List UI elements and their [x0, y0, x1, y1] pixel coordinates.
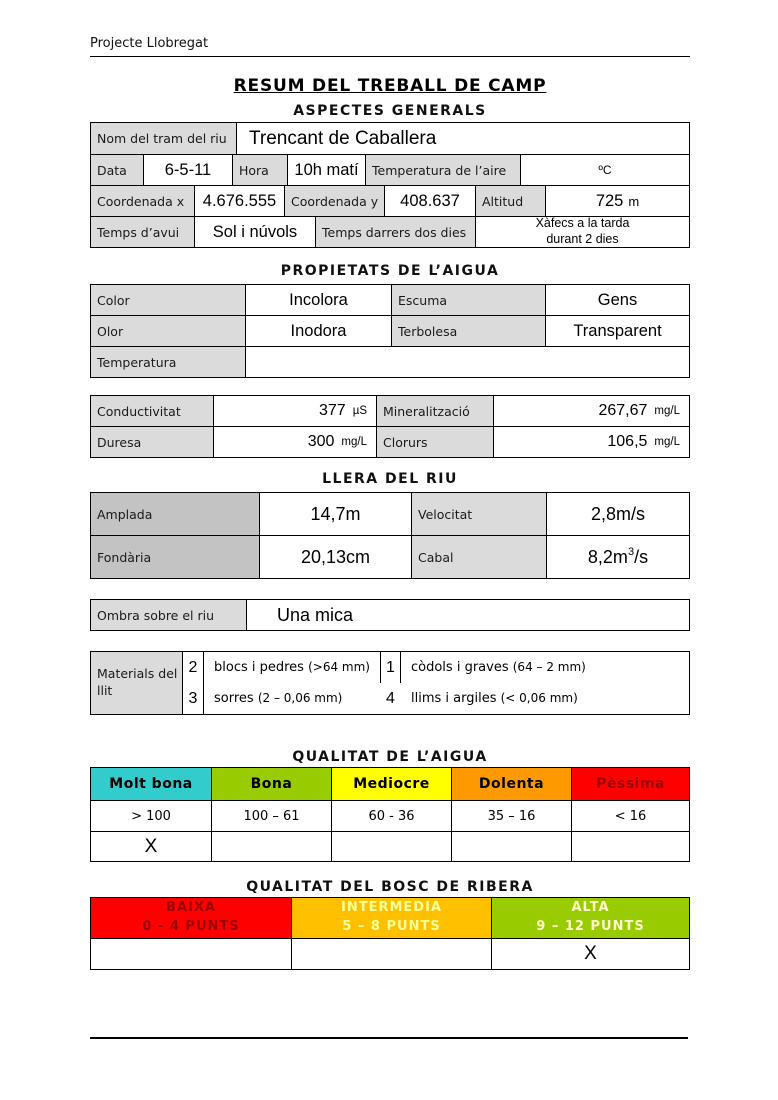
bosc-label-alta: ALTA: [571, 900, 610, 916]
conductivitat-unit: µS: [352, 405, 367, 417]
bosc-points-alta: 9 – 12 PUNTS: [536, 919, 645, 934]
qa-range-pessima: < 16: [571, 801, 689, 831]
qa-range-mediocre: 60 - 36: [331, 801, 451, 831]
material-size-codols: (64 – 2 mm): [512, 660, 586, 674]
table-aspectes-generals: [90, 122, 690, 248]
olor-label: Olor: [91, 316, 245, 346]
material-desc-llims: [401, 691, 689, 706]
temps-darrers-label: Temps darrers dos dies: [315, 217, 475, 247]
duresa-number: 300: [307, 433, 335, 450]
escuma-value: Gens: [545, 285, 689, 315]
nom-tram-label: Nom del tram del riu: [91, 123, 236, 154]
table-qualitat-aigua: [90, 767, 690, 862]
color-value: Incolora: [245, 285, 391, 315]
qa-mark-pessima: [571, 832, 689, 861]
coordenada-x-label: Coordenada x: [91, 186, 194, 216]
ombra-label: Ombra sobre el riu: [91, 600, 246, 630]
qa-header-pessima: Pèssima: [571, 768, 689, 800]
material-rank-sorres: 3: [183, 683, 204, 714]
table-ombra: [90, 599, 690, 631]
mineralitzacio-unit: mg/L: [654, 405, 680, 417]
project-name: Projecte Llobregat: [90, 36, 209, 51]
qa-mark-mediocre: [331, 832, 451, 861]
qa-header-mediocre: Mediocre: [331, 768, 451, 800]
qa-range-bona: 100 – 61: [211, 801, 331, 831]
hora-label: Hora: [232, 155, 287, 185]
fondaria-value: 20,13cm: [259, 536, 411, 578]
data-value: 6-5-11: [143, 155, 232, 185]
qa-range-molt-bona: > 100: [131, 808, 171, 824]
table-materials-llit: [90, 651, 690, 715]
table-row: [91, 123, 689, 154]
qa-mark-dolenta: [451, 832, 571, 861]
escuma-label: Escuma: [391, 285, 545, 315]
bosc-points-intermedia: 5 – 8 PUNTS: [342, 919, 441, 934]
qualitat-aigua-range-row: [91, 800, 689, 831]
material-size-llims: (< 0,06 mm): [500, 691, 578, 705]
conductivitat-label: Conductivitat: [91, 396, 213, 426]
section-heading-llera-del-riu: LLERA DEL RIU: [322, 471, 458, 487]
table-row: [91, 396, 689, 426]
conductivitat-number: 377: [319, 402, 346, 419]
bosc-mark-intermedia: [291, 939, 491, 969]
bosc-header-alta: [491, 898, 689, 938]
altitud-number: 725: [595, 191, 624, 210]
qa-mark-bona: [211, 832, 331, 861]
mineralitzacio-value: [493, 396, 689, 426]
table-analitica: [90, 395, 690, 458]
temperatura-aigua-label: Temperatura: [91, 347, 245, 377]
section-heading-propietats-aigua: PROPIETATS DE L’AIGUA: [280, 263, 500, 279]
material-desc-blocs: [204, 660, 380, 675]
hora-value: 10h matí: [287, 155, 365, 185]
temperatura-aire-unit: ºC: [598, 163, 612, 177]
bosc-header-baixa: [91, 898, 291, 938]
velocitat-value: 2,8m/s: [546, 493, 689, 535]
clorurs-unit: mg/L: [654, 436, 680, 448]
temps-avui-label: Temps d’avui: [91, 217, 194, 247]
table-bosc-ribera: [90, 897, 690, 970]
amplada-value: 14,7m: [259, 493, 411, 535]
cabal-value: 8,2m $^3$ /s: [546, 536, 689, 578]
table-row: [91, 185, 689, 216]
table-row: [91, 493, 689, 535]
bosc-mark-baixa: [91, 939, 291, 969]
qa-header-bona: Bona: [211, 768, 331, 800]
amplada-label: Amplada: [91, 493, 259, 535]
velocitat-label: Velocitat: [411, 493, 546, 535]
temperatura-aire-label: Temperatura de l’aire: [365, 155, 520, 185]
duresa-value: [213, 427, 376, 457]
ombra-value: Una mica: [246, 600, 689, 630]
coordenada-y-value: 408.637: [384, 186, 475, 216]
table-row: [91, 216, 689, 247]
altitud-label: Altitud: [475, 186, 545, 216]
material-size-blocs: (>64 mm): [308, 660, 370, 674]
clorurs-label: Clorurs: [376, 427, 493, 457]
qa-mark-molt-bona: X: [144, 835, 158, 857]
material-size-sorres: (2 – 0,06 mm): [257, 691, 343, 705]
table-row: [91, 535, 689, 578]
page-header-rule: [90, 36, 690, 57]
bosc-header-intermedia: [291, 898, 491, 938]
clorurs-value: [493, 427, 689, 457]
temperatura-aigua-value: [245, 347, 689, 377]
cabal-unit: /s: [634, 546, 649, 567]
qa-header-molt-bona: Molt bona: [91, 768, 211, 800]
nom-tram-value: Trencant de Caballera: [236, 123, 689, 154]
duresa-label: Duresa: [91, 427, 213, 457]
bosc-points-baixa: 0 - 4 PUNTS: [142, 919, 240, 934]
terbolesa-label: Terbolesa: [391, 316, 545, 346]
material-desc-sorres: [204, 691, 380, 706]
bosc-mark-alta: X: [491, 939, 689, 969]
material-desc-codols: [401, 660, 689, 675]
qualitat-aigua-header-row: [91, 768, 689, 800]
report-title: RESUM DEL TREBALL DE CAMP: [233, 76, 547, 96]
cabal-label: Cabal: [411, 536, 546, 578]
material-text-sorres: sorres: [214, 691, 254, 706]
mineralitzacio-label: Mineralització: [376, 396, 493, 426]
bosc-mark-row: [91, 938, 689, 969]
temperatura-aire-value: [520, 155, 689, 185]
coordenada-y-label: Coordenada y: [284, 186, 384, 216]
altitud-value: [545, 186, 689, 216]
materials-body: [183, 652, 689, 714]
table-row: [91, 315, 689, 346]
bosc-label-baixa: BAIXA: [166, 900, 216, 916]
table-row: [91, 285, 689, 315]
clorurs-number: 106,5: [607, 433, 648, 450]
qa-header-dolenta: Dolenta: [451, 768, 571, 800]
color-label: Color: [91, 285, 245, 315]
material-text-codols: còdols i graves: [411, 660, 509, 675]
temps-darrers-text: Xàfecs a la tarda durant 2 dies: [535, 217, 630, 246]
material-rank-llims: 4: [386, 689, 395, 707]
material-rank-blocs: 2: [183, 652, 204, 683]
qualitat-aigua-mark-row: [91, 831, 689, 861]
footer-rule: [90, 1037, 688, 1039]
data-label: Data: [91, 155, 143, 185]
cabal-number: 8,2m: [587, 546, 628, 567]
temps-darrers-value: [475, 217, 689, 247]
materials-label: Materials del llit: [91, 652, 183, 714]
mineralitzacio-number: 267,67: [598, 402, 648, 419]
section-heading-qualitat-aigua: QUALITAT DE L’AIGUA: [292, 749, 488, 765]
section-heading-aspectes-generals: ASPECTES GENERALS: [293, 103, 487, 119]
qa-range-dolenta: 35 – 16: [451, 801, 571, 831]
bosc-header-row: [91, 898, 689, 938]
bosc-label-intermedia: INTERMEDIA: [341, 900, 442, 916]
table-row: [91, 154, 689, 185]
material-text-blocs: blocs i pedres: [214, 660, 304, 675]
altitud-unit: m: [628, 193, 640, 209]
material-rank-codols: 1: [380, 652, 401, 683]
conductivitat-value: [213, 396, 376, 426]
table-llera-del-riu: [90, 492, 690, 579]
materials-row-1: [183, 652, 689, 683]
coordenada-x-value: 4.676.555: [194, 186, 284, 216]
duresa-unit: mg/L: [341, 436, 367, 448]
table-propietats-aigua: [90, 284, 690, 378]
table-row: [91, 346, 689, 377]
olor-value: Inodora: [245, 316, 391, 346]
fondaria-label: Fondària: [91, 536, 259, 578]
section-heading-bosc-ribera: QUALITAT DEL BOSC DE RIBERA: [246, 879, 534, 895]
table-row: [91, 426, 689, 457]
temps-avui-value: Sol i núvols: [194, 217, 315, 247]
material-text-llims: llims i argiles: [411, 691, 497, 706]
table-row: [91, 600, 689, 630]
materials-row-2: [183, 683, 689, 714]
terbolesa-value: Transparent: [545, 316, 689, 346]
